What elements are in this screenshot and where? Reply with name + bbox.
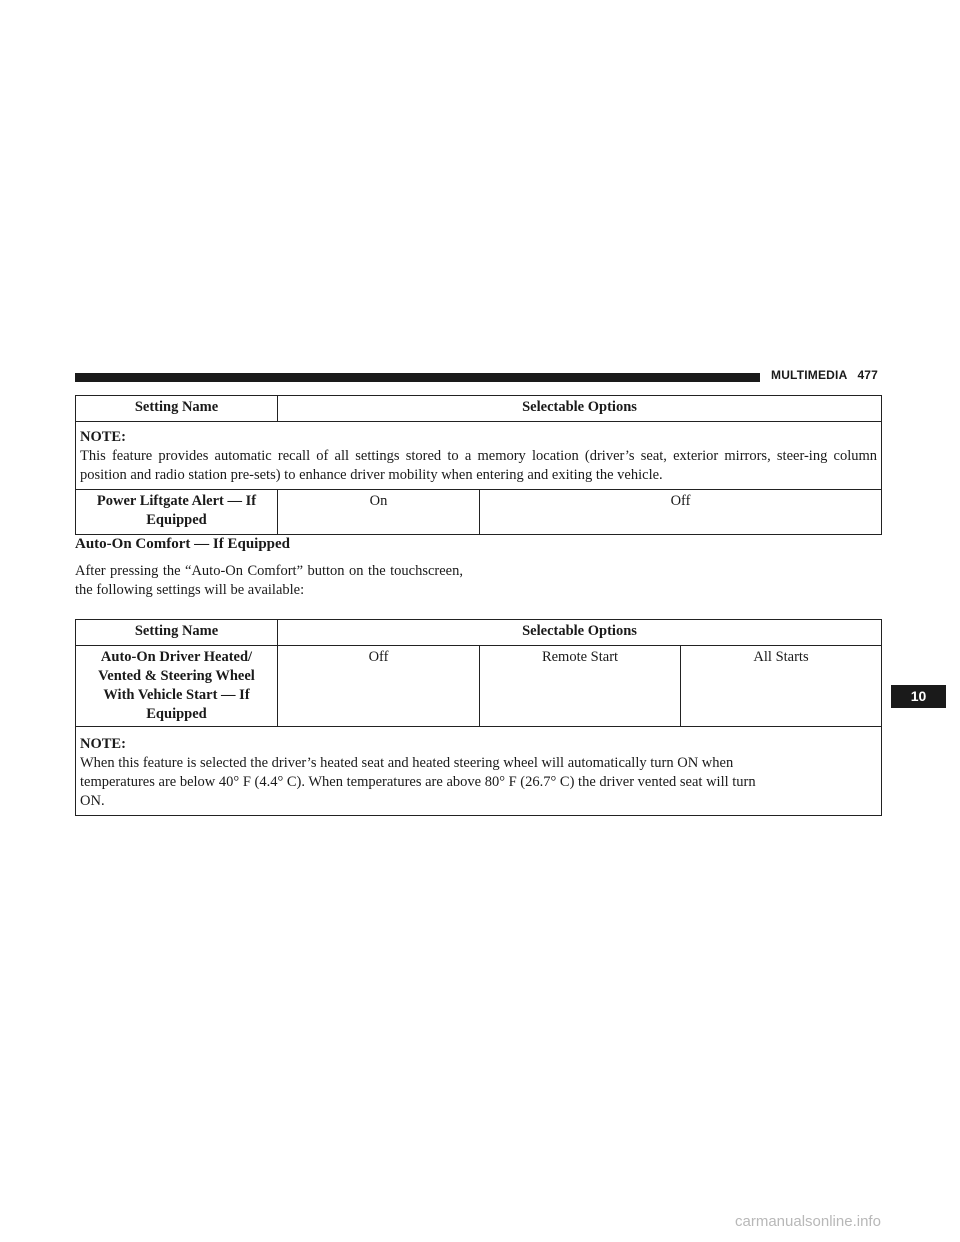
- chapter-tab: 10: [891, 685, 946, 708]
- note-cell: [76, 727, 882, 816]
- note-title: NOTE:: [80, 429, 126, 445]
- settings-table-auto-on: [75, 619, 882, 816]
- column-header-setting-name: Setting Name: [76, 396, 278, 422]
- column-header-selectable-options: Selectable Options: [278, 620, 882, 646]
- page-number: 477: [857, 368, 879, 382]
- note-title: NOTE:: [80, 736, 126, 752]
- note-cell: [76, 422, 882, 490]
- watermark: carmanualsonline.info: [735, 1213, 881, 1230]
- column-header-setting-name: Setting Name: [76, 620, 278, 646]
- setting-name-line: Power Liftgate Alert — If: [96, 493, 257, 509]
- option-cell: Off: [480, 490, 882, 535]
- setting-name-line: Auto-On Driver Heated/: [100, 649, 253, 665]
- column-header-selectable-options: Selectable Options: [278, 396, 882, 422]
- option-cell: On: [278, 490, 480, 535]
- setting-name-cell: [76, 490, 278, 535]
- note-text-line: ON.: [80, 793, 105, 809]
- running-header: [771, 368, 878, 386]
- setting-name-line: Equipped: [146, 706, 207, 722]
- body-paragraph: After pressing the “Auto-On Comfort” button on the touchscreen, the following settings will be available:: [75, 563, 463, 598]
- section-title: MULTIMEDIA: [771, 368, 848, 382]
- setting-name-line: Equipped: [146, 512, 207, 528]
- note-text-line: When this feature is selected the driver’s heated seat and heated steering wheel will automatically turn ON when: [80, 755, 734, 771]
- option-cell: Off: [278, 646, 480, 727]
- table-row: [76, 646, 882, 727]
- section-heading: Auto-On Comfort — If Equipped: [75, 536, 291, 552]
- option-cell: All Starts: [681, 646, 882, 727]
- table-header-row: [76, 396, 882, 422]
- table-row: [76, 490, 882, 535]
- setting-name-line: With Vehicle Start — If: [103, 687, 250, 703]
- table-header-row: [76, 620, 882, 646]
- note-row: [76, 422, 882, 490]
- note-text: This feature provides automatic recall of all settings stored to a memory location (driver’s seat, exterior mirrors, steer-ing column position and radio station pre-sets) to enhance driver mobility when entering and exiting the vehicle.: [80, 448, 878, 483]
- settings-table-memory: [75, 395, 882, 535]
- header-rule: [75, 373, 760, 382]
- note-row: [76, 727, 882, 816]
- setting-name-line: Vented & Steering Wheel: [98, 668, 255, 684]
- option-cell: Remote Start: [480, 646, 681, 727]
- note-text-line: temperatures are below 40° F (4.4° C). When temperatures are above 80° F (26.7° C) the driver vented seat will turn: [80, 774, 756, 790]
- setting-name-cell: [76, 646, 278, 727]
